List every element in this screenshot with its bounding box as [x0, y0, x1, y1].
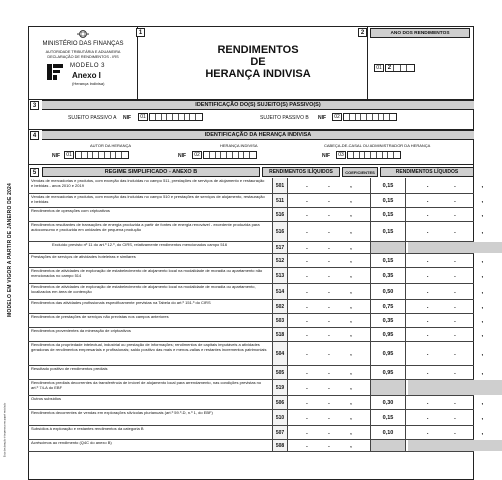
gross-income-input[interactable]: . . , [306, 228, 352, 235]
row-description: Excluído previsto nº 11 do art.º 12.º, do CIRS, relativamente rendimentos mencionados campo 516 [52, 242, 228, 247]
table-row [28, 284, 484, 300]
table-row [28, 328, 484, 342]
gross-income-input[interactable]: . . , [306, 369, 352, 376]
gross-income-input[interactable]: . . , [306, 272, 352, 279]
net-income-input[interactable]: . . , [426, 303, 484, 310]
recycled-paper-note: Esta declaração é impressa em papel reciclado [3, 402, 7, 458]
table-row [28, 242, 474, 254]
row-code: 510 [272, 410, 288, 425]
net-income-input[interactable]: . . , [426, 288, 484, 295]
gross-income-input[interactable]: . . , [306, 384, 352, 391]
row-description: Subsídios à exploração e restantes rendimentos da categoria B [31, 426, 144, 431]
year-label: ANO DOS RENDIMENTOS [370, 28, 470, 38]
coefficient-value: 0,50 [370, 284, 406, 299]
table-row [28, 254, 484, 268]
coefficient-value: 0,15 [370, 222, 406, 241]
net-income-input[interactable]: . . , [426, 257, 484, 264]
gross-income-header: RENDIMENTOS ILÍQUIDOS [262, 167, 340, 177]
row-description: Prestações de serviços de atividades hoteleiras e similares [31, 254, 136, 259]
row-description: Rendimentos de operações com criptoativos [31, 208, 110, 213]
coefficient-value: 0,15 [370, 410, 406, 425]
year-field-prefix: 01 [374, 64, 384, 72]
table-row [28, 410, 484, 426]
row-description: Rendimentos de prestações de serviços não previstas nos campos anteriores [31, 314, 169, 319]
estate-nif-label: NIF [178, 153, 187, 159]
section-5-title: REGIME SIMPLIFICADO - ANEXO B [42, 167, 260, 177]
admin-nif-prefix: 03 [336, 151, 346, 159]
table-row [28, 426, 484, 440]
gross-income-input[interactable]: . . , [306, 244, 352, 251]
coefficient-value: 0,10 [370, 426, 406, 439]
row-description: Outros subsídios [31, 396, 62, 401]
estate-nif-prefix: 02 [192, 151, 202, 159]
net-income-input[interactable]: . . , [426, 211, 484, 218]
table-row [28, 222, 484, 242]
table-row [28, 440, 474, 452]
row-description: Vendas de mercadorias e produtos, com exceção das incluídas no campo 511, prestações de serviços de alojamento e restauração e bebidas - anos 2010 e 2019 [31, 178, 265, 188]
row-code: 503 [272, 314, 288, 327]
net-income-input[interactable]: . . , [426, 429, 484, 436]
row-description: Rendimentos decorrentes de vendas em explorações silvícolas plurianuais (art.º 59.º-D, n.º 1, do EBF) [31, 410, 213, 415]
estate-administrator-label: CABEÇA-DE-CASAL OU ADMINISTRADOR DA HERANÇA [324, 143, 431, 148]
coefficient-value: 0,30 [370, 396, 406, 409]
gross-income-input[interactable]: . . , [306, 317, 352, 324]
net-income-input[interactable]: . . , [426, 182, 484, 189]
gross-income-input[interactable]: . . , [306, 414, 352, 421]
row-code: 517 [272, 242, 288, 253]
table-row [28, 300, 484, 314]
row-code: 513 [272, 268, 288, 283]
gross-income-input[interactable]: . . , [306, 288, 352, 295]
taxpayer-a-label: SUJEITO PASSIVO A [68, 115, 117, 121]
annex-name: Anexo I [72, 71, 101, 80]
divider [28, 164, 474, 165]
net-income-input[interactable]: . . , [426, 350, 484, 357]
coefficient-value: 0,35 [370, 314, 406, 327]
authority-name: AUTORIDADE TRIBUTÁRIA E ADUANEIRA [45, 50, 121, 54]
gross-income-input[interactable]: . . , [306, 197, 352, 204]
taxpayer-b-nif-input[interactable] [343, 113, 397, 121]
year-input[interactable] [385, 64, 415, 72]
row-code: 512 [272, 254, 288, 267]
gross-income-input[interactable]: . . , [306, 331, 352, 338]
title-line-1: RENDIMENTOS [217, 44, 299, 56]
author-nif-input[interactable] [75, 151, 129, 159]
at-logo-icon [46, 63, 64, 81]
admin-nif-label: NIF [322, 153, 331, 159]
year-digit: 2 [386, 65, 394, 71]
gross-income-input[interactable]: . . , [306, 350, 352, 357]
row-code: 519 [272, 380, 288, 395]
gross-income-input[interactable]: . . , [306, 303, 352, 310]
form-header [28, 26, 474, 100]
vertical-model-label: MODELO EM VIGOR A PARTIR DE JANEIRO DE 2024 [7, 183, 13, 317]
row-code: 514 [272, 284, 288, 299]
coat-of-arms-icon [76, 29, 90, 39]
table-row [28, 194, 484, 208]
row-code: 516 [272, 222, 288, 241]
estate-author-label: AUTOR DA HERANÇA [90, 143, 132, 148]
row-code: 508 [272, 440, 288, 451]
table-row [28, 314, 484, 328]
gross-income-input[interactable]: . . , [306, 429, 352, 436]
author-nif-prefix: 01 [64, 151, 74, 159]
ministry-name: MINISTÉRIO DAS FINANÇAS [42, 41, 124, 47]
taxpayer-a-nif-label: NIF [123, 115, 132, 121]
authority-block [28, 26, 138, 99]
table-row [28, 380, 474, 396]
taxpayer-b-label: SUJEITO PASSIVO B [260, 115, 309, 121]
row-code: 502 [272, 300, 288, 313]
net-income-input[interactable]: . . , [426, 228, 484, 235]
box-1-number: 1 [136, 28, 145, 37]
row-description: Acréscimos ao rendimento (Q4C do anexo B) [31, 440, 112, 445]
coefficient-value: 0,95 [370, 342, 406, 365]
row-code: 518 [272, 328, 288, 341]
table-row [28, 178, 484, 194]
net-income-input[interactable]: . . , [426, 317, 484, 324]
net-income-input[interactable]: . . , [426, 331, 484, 338]
row-description: Rendimentos das atividades profissionais especificamente previstas na Tabela do art.º 151.º do CIRS [31, 300, 211, 305]
net-income-header: RENDIMENTOS LÍQUIDOS [380, 167, 474, 177]
title-line-2: DE [250, 56, 266, 68]
coefficient-value: 0,15 [370, 178, 406, 193]
row-description: Vendas de mercadorias e produtos, com exceção das incluídas no campo 510 e prestações de serviços de alojamento, restauração e bebidas [31, 194, 265, 204]
row-code: 506 [272, 396, 288, 409]
title-line-3: HERANÇA INDIVISA [205, 68, 311, 80]
row-description: Resultado positivo de rendimentos prediais [31, 366, 108, 371]
gross-income-input[interactable]: . . , [306, 257, 352, 264]
table-row [28, 396, 484, 410]
coefficients-header: COEFICIENTES [342, 167, 378, 177]
row-description: Rendimentos prediais decorrentes da transferência de imóvel de alojamento local para arrendamento, nas condições previstas no art.º 74-A do EBF [31, 380, 262, 390]
declaration-type: DECLARAÇÃO DE RENDIMENTOS - IRS [47, 55, 119, 59]
coefficient-value: 0,95 [370, 366, 406, 379]
table-row [28, 366, 484, 380]
net-income-input [408, 440, 502, 451]
row-description: Rendimentos provenientes da mineração de criptoativos [31, 328, 131, 333]
net-income-input[interactable]: . . , [426, 399, 484, 406]
taxpayer-b-nif-label: NIF [318, 115, 327, 121]
row-code: 505 [272, 366, 288, 379]
row-code: 504 [272, 342, 288, 365]
section-3-title: IDENTIFICAÇÃO DO(S) SUJEITO(S) PASSIVO(S) [42, 100, 474, 110]
undivided-estate-label: HERANÇA INDIVISA [220, 143, 258, 148]
net-income-input [408, 380, 502, 395]
net-income-input[interactable]: . . , [426, 414, 484, 421]
section-3-number: 3 [30, 101, 39, 110]
annex-subtitle: (Herança Indivisa) [72, 81, 105, 86]
coefficient-value: 0,15 [370, 194, 406, 207]
coefficient-value [370, 380, 406, 395]
model-number: MODELO 3 [70, 63, 106, 69]
row-description: Rendimentos resultantes de transações de energia produzida a partir de fontes de energia renovável - excedente produzida para autoconsumo e produzida em unidades de pequena produção [31, 222, 260, 232]
gross-income-input[interactable]: . . , [306, 399, 352, 406]
box-2-number: 2 [358, 28, 367, 37]
row-code: 501 [272, 178, 288, 193]
net-income-input [408, 242, 502, 253]
table-row [28, 342, 484, 366]
coefficient-value [370, 242, 406, 253]
net-income-input[interactable]: . . , [426, 197, 484, 204]
table-row [28, 208, 484, 222]
estate-nif-input[interactable] [203, 151, 257, 159]
row-code: 507 [272, 426, 288, 439]
coefficient-value: 0,75 [370, 300, 406, 313]
section-4-title: IDENTIFICAÇÃO DA HERANÇA INDIVISA [42, 130, 474, 140]
coefficient-value: 0,95 [370, 328, 406, 341]
author-nif-label: NIF [52, 153, 61, 159]
title-block [148, 26, 368, 99]
net-income-input[interactable]: . . , [426, 272, 484, 279]
taxpayer-a-prefix: 01 [138, 113, 148, 121]
taxpayer-a-nif-input[interactable] [149, 113, 203, 121]
gross-income-input[interactable]: . . , [306, 442, 352, 449]
admin-nif-input[interactable] [347, 151, 401, 159]
gross-income-input[interactable]: . . , [306, 182, 352, 189]
row-code: 511 [272, 194, 288, 207]
row-description: Rendimentos da propriedade intelectual, industrial ou prestação de informações; rendimentos de capitais imputáveis a atividades geradoras de rendimentos empresariais e profissionais; saldo positivo das mais e menos-valias e restantes incrementos patrimoniais [31, 342, 267, 352]
table-row [28, 268, 484, 284]
section-4-number: 4 [30, 131, 39, 140]
row-description: Rendimentos de atividades de exploração de estabelecimento de alojamento local na modalidade de moradia ou apartamento não mencionados no campo 514 [31, 268, 263, 278]
section-5-number: 5 [30, 168, 39, 177]
coefficient-value [370, 440, 406, 451]
taxpayer-b-prefix: 02 [332, 113, 342, 121]
row-code: 516 [272, 208, 288, 221]
coefficient-value: 0,15 [370, 254, 406, 267]
coefficient-value: 0,15 [370, 208, 406, 221]
net-income-input[interactable]: . . , [426, 369, 484, 376]
row-description: Rendimentos de atividades de exploração de estabelecimento de alojamento local na modalidade de moradia ou apartamento, localizados em área de contenção [31, 284, 256, 294]
coefficient-value: 0,35 [370, 268, 406, 283]
gross-income-input[interactable]: . . , [306, 211, 352, 218]
